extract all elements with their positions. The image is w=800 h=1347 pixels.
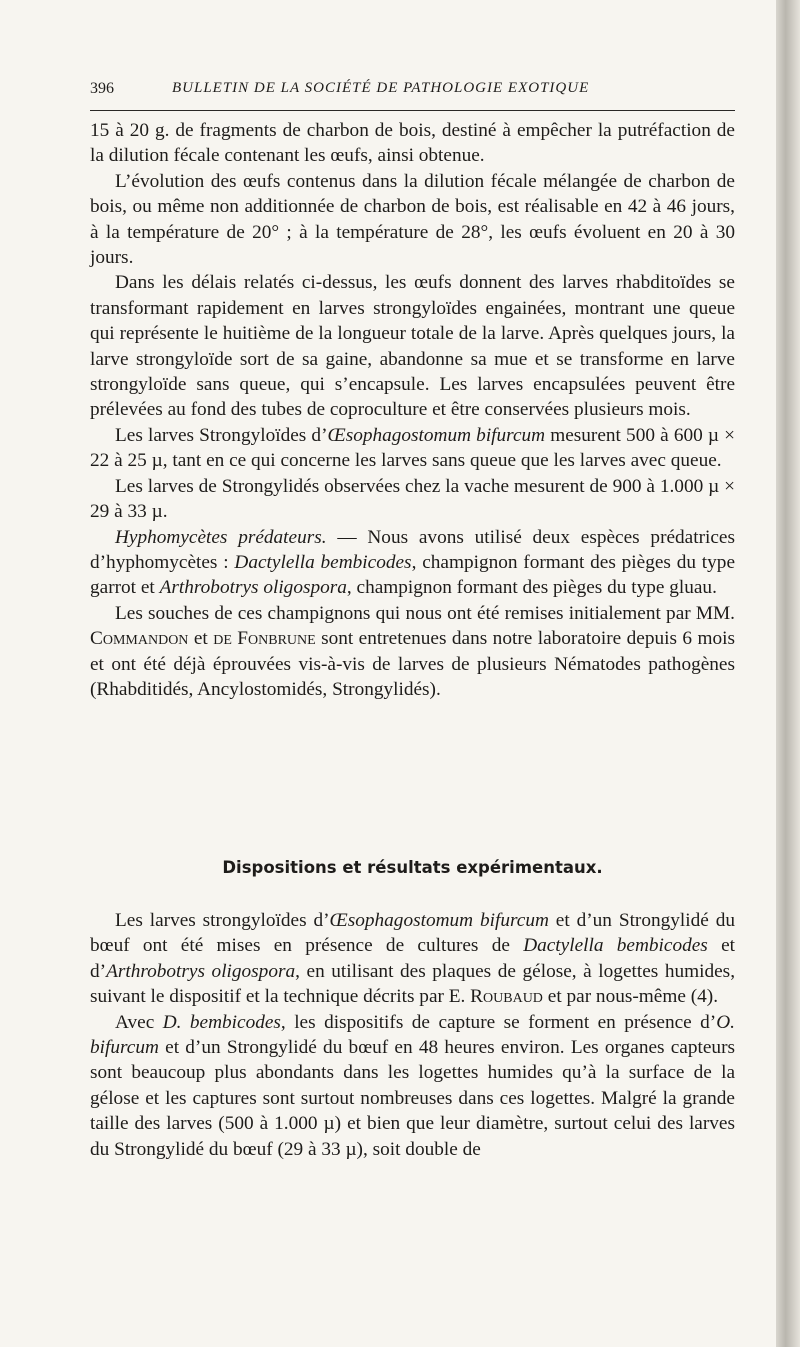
paragraph bbox=[90, 908, 735, 1010]
page-header bbox=[90, 80, 735, 106]
text-run: mesurent 500 à 600 µ × 22 à 25 µ, tant en ce qui concerne les larves sans queue que les larves avec queue. bbox=[90, 424, 736, 472]
text-run: , les dispositifs de capture se forment en présence d’ bbox=[280, 1011, 717, 1033]
author-name: Roubaud bbox=[470, 986, 543, 1008]
species-name: Dactylella bembicodes bbox=[234, 551, 412, 573]
text-run: , en utilisant des plaques de gélose, à logettes humides, suivant le dispositif et la technique décrits par E. bbox=[90, 960, 736, 1008]
section-body bbox=[90, 908, 735, 1162]
species-name: Arthrobotrys oligospora bbox=[159, 577, 347, 599]
text-run: Les larves Strongyloïdes d’ bbox=[115, 424, 328, 446]
author-name: de Fonbrune bbox=[213, 628, 316, 650]
paragraph bbox=[90, 601, 735, 703]
species-name: D. bembicodes bbox=[162, 1011, 281, 1033]
page-number: 396 bbox=[90, 80, 114, 97]
run-in-heading: Hyphomycètes prédateurs. bbox=[115, 526, 327, 548]
text-run: Avec bbox=[115, 1011, 163, 1033]
text-run: et d’un Strongylidé du bœuf en 48 heures environ. Les organes capteurs sont beaucoup plus abondants dans les logettes humides qu’à la surface de la gélose et les captures sont surtout nombreuses dans ces logettes. Malgré la grande taille des larves (500 à 1.000 µ) et bien que leur diamètre, surtout celui des larves du Strongylidé du bœuf (29 à 33 µ), soit double de bbox=[90, 1037, 735, 1160]
species-name: Œsophagostomum bifurcum bbox=[329, 910, 549, 931]
species-name: Dactylella bembicodes bbox=[523, 935, 708, 957]
paragraph: Les larves de Strongylidés observées chez la vache mesurent de 900 à 1.000 µ × 29 à 33 µ. bbox=[90, 475, 735, 523]
paragraph bbox=[90, 1010, 735, 1162]
text-run: sont entretenues dans notre laboratoire depuis 6 mois et ont été déjà éprouvées vis-à-vis de larves de plusieurs Nématodes pathogènes (Rhabditidés, Ancylostomidés, Strongylidés). bbox=[90, 628, 735, 700]
species-name: O. bifurcum bbox=[90, 1011, 735, 1059]
section-heading: Dispositions et résultats expérimentaux. bbox=[222, 858, 603, 877]
text-run: et bbox=[188, 628, 214, 650]
text-run: , champignon formant des pièges du type garrot et bbox=[90, 551, 736, 599]
paragraph bbox=[90, 525, 735, 601]
text-run: Les souches de ces champignons qui nous ont été remises initialement par MM. bbox=[115, 602, 735, 624]
text-run: et d’ bbox=[90, 935, 735, 982]
paragraph: Dans les délais relatés ci-dessus, les œufs donnent des larves rhabditoïdes se transformant rapidement en larves strongyloïdes engainées, montrant une queue qui représente le huitième de la longueur totale de la larve. Après quelques jours, la larve strongyloïde sort de sa gaine, abandonne sa mue et se transforme en larve strongyloïde sans queue, qui s’encapsule. Les larves encapsulées peuvent être prélevées au fond des tubes de coproculture et être conservées plusieurs mois. bbox=[90, 272, 735, 421]
paragraph: L’évolution des œufs contenus dans la dilution fécale mélangée de charbon de bois, ou même non additionnée de charbon de bois, est réalisable en 42 à 46 jours, à la température de 20° ; à la température de 28°, les œufs évoluent en 20 à 30 jours. bbox=[90, 170, 735, 269]
author-name: Commandon bbox=[90, 628, 189, 650]
body-text bbox=[90, 118, 735, 702]
text-run: et par nous-même (4). bbox=[542, 986, 719, 1008]
species-name: Arthrobotrys oligospora bbox=[106, 960, 296, 982]
paragraph: 15 à 20 g. de fragments de charbon de bois, destiné à empêcher la putréfaction de la dilution fécale contenant les œufs, ainsi obtenue. bbox=[90, 120, 735, 167]
paragraph bbox=[90, 423, 735, 474]
species-name: Œsophagostomum bifurcum bbox=[327, 424, 546, 446]
running-title: BULLETIN DE LA SOCIÉTÉ DE PATHOLOGIE EXOTIQUE bbox=[172, 80, 590, 96]
text-run: Les larves strongyloïdes d’ bbox=[115, 910, 330, 931]
header-rule bbox=[90, 110, 735, 111]
text-run: et d’un Strongylidé du bœuf ont été mises en présence de cultures de bbox=[90, 910, 735, 957]
text-run: , champignon formant des pièges du type gluau. bbox=[346, 577, 717, 599]
text-run: — Nous avons utilisé deux espèces prédatrices d’hyphomycètes : bbox=[90, 526, 735, 573]
page-edge bbox=[776, 0, 800, 1347]
